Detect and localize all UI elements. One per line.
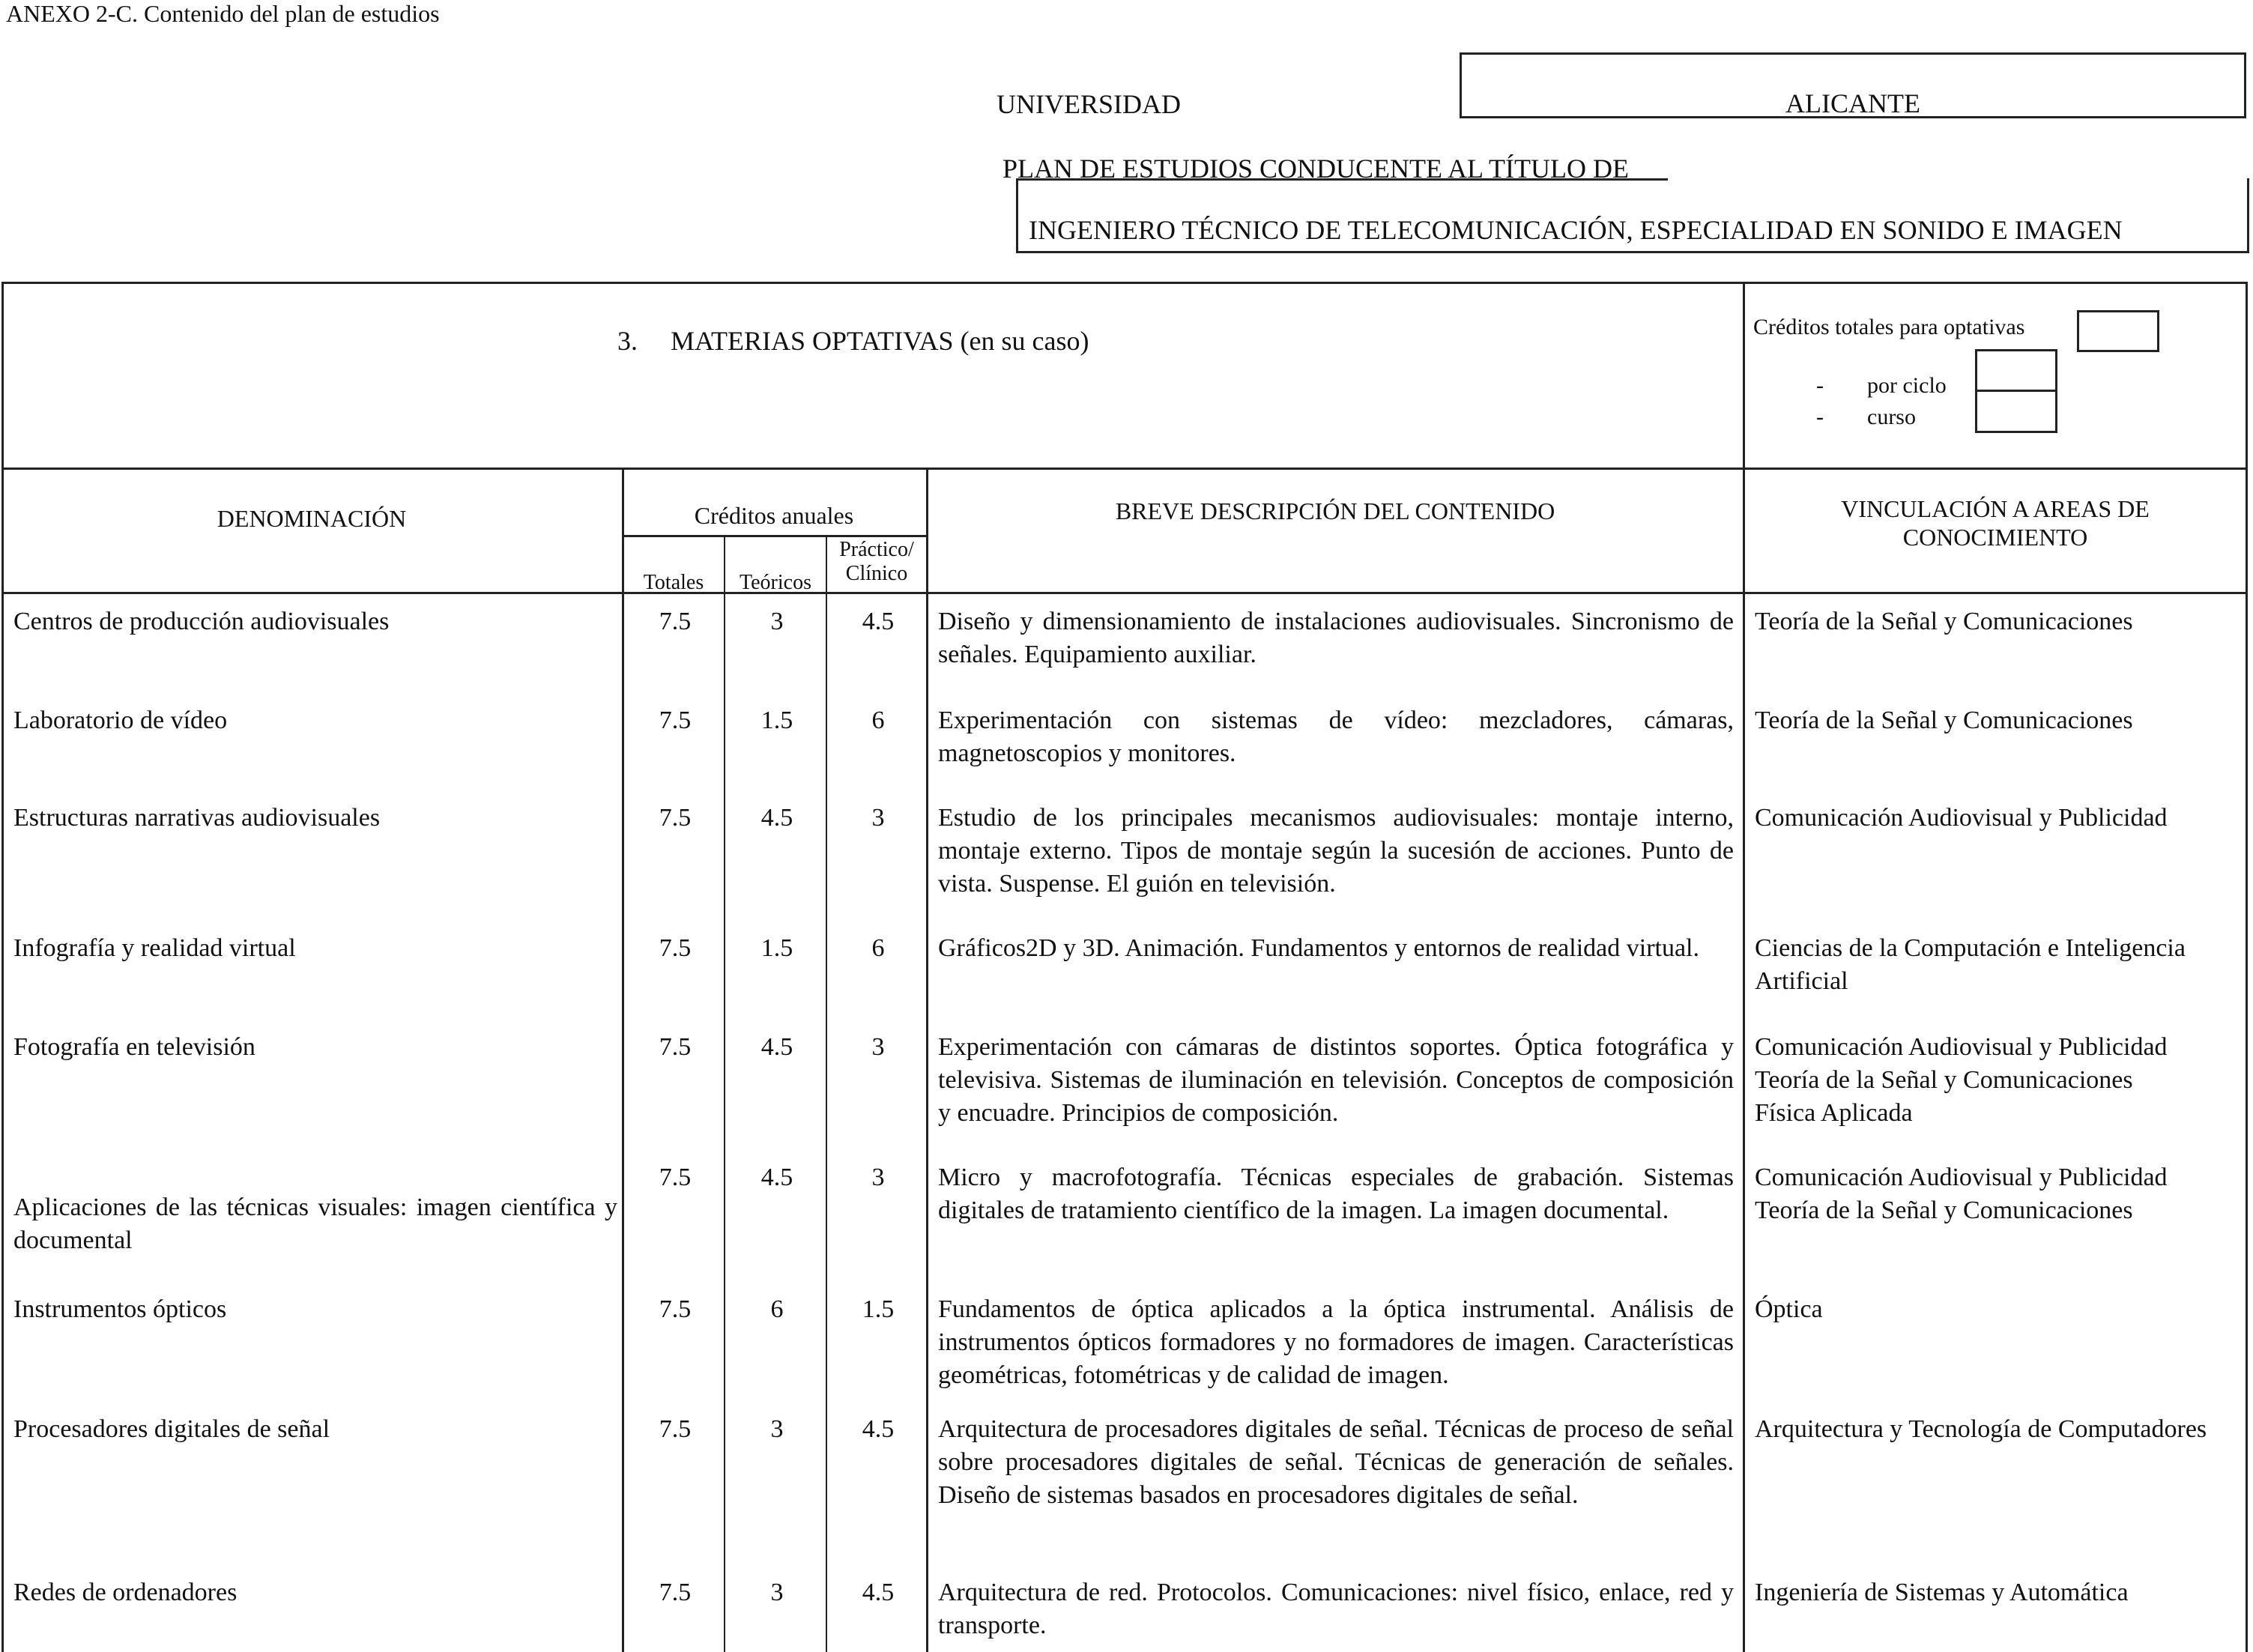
row-teoricos: 3 (770, 608, 784, 635)
row-denominacion: Centros de producción audiovisuales (13, 608, 390, 635)
row-descripcion: Micro y macrofotografía. Técnicas especiales de grabación. Sistemas digitales de tratamiento científico de la imagen. La imagen documental. (938, 1164, 1734, 1224)
column-header-practico (827, 538, 926, 586)
section-title (617, 325, 1089, 357)
degree-title: INGENIERO TÉCNICO DE TELECOMUNICACIÓN, ESPECIALIDAD EN SONIDO E IMAGEN (1029, 215, 2123, 245)
row-vinculacion: Arquitectura y Tecnología de Computadores (1755, 1415, 2207, 1443)
row-vinculacion: Comunicación Audiovisual y Publicidad Teoría de la Señal y Comunicaciones Física Aplicada (1755, 1033, 2168, 1127)
row-descripcion: Fundamentos de óptica aplicados a la óptica instrumental. Análisis de instrumentos ópticos formadores y no formadores de imagen. Características geométricas, fotométricas y de calidad de imagen. (938, 1295, 1734, 1389)
row-descripcion: Arquitectura de red. Protocolos. Comunicaciones: nivel físico, enlace, red y transporte. (938, 1579, 1734, 1639)
row-practicos: 3 (871, 1033, 885, 1061)
row-teoricos: 1.5 (760, 934, 793, 962)
row-denominacion: Infografía y realidad virtual (13, 934, 296, 962)
row-totales: 7.5 (659, 608, 692, 635)
column-header-vinculacion-line1: VINCULACIÓN A AREAS DE (1841, 495, 2150, 522)
column-header-teoricos: Teóricos (739, 571, 811, 594)
row-practicos: 4.5 (862, 1415, 895, 1443)
row-totales: 7.5 (659, 1295, 692, 1323)
row-teoricos: 3 (770, 1579, 784, 1606)
row-practicos: 6 (871, 707, 885, 734)
row-vinculacion: Ciencias de la Computación e Inteligencia Artificial (1755, 934, 2186, 995)
row-descripcion: Experimentación con cámaras de distintos soportes. Óptica fotográfica y televisiva. Sistemas de iluminación en televisión. Conceptos de composición y encuadre. Principios de composición. (938, 1033, 1734, 1127)
row-totales: 7.5 (659, 1415, 692, 1443)
row-totales: 7.5 (659, 1164, 692, 1191)
column-header-vinculacion-line2: CONOCIMIENTO (1902, 524, 2088, 551)
row-teoricos: 4.5 (760, 1033, 793, 1061)
row-practicos: 3 (871, 1164, 885, 1191)
column-divider-areas (1743, 282, 1745, 1652)
row-vinculacion: Teoría de la Señal y Comunicaciones (1755, 608, 2133, 635)
section-name: MATERIAS OPTATIVAS (en su caso) (671, 326, 1089, 356)
row-descripcion: Diseño y dimensionamiento de instalaciones audiovisuales. Sincronismo de señales. Equipamiento auxiliar. (938, 608, 1734, 668)
per-cycle-label: por ciclo (1867, 373, 1947, 398)
bullet: - (1816, 405, 1824, 429)
column-header-vinculacion (1744, 494, 2246, 551)
bullet: - (1816, 373, 1824, 398)
row-denominacion: Laboratorio de vídeo (13, 707, 228, 734)
column-divider-practicos (826, 535, 827, 1652)
row-denominacion: Fotografía en televisión (13, 1033, 255, 1061)
row-vinculacion: Comunicación Audiovisual y Publicidad (1755, 804, 2168, 832)
header-top-border (1, 468, 2248, 470)
column-header-totales: Totales (643, 571, 704, 594)
column-header-practico-line1: Práctico/ (839, 538, 914, 561)
annex-title: ANEXO 2-C. Contenido del plan de estudios (6, 0, 440, 27)
row-descripcion: Experimentación con sistemas de vídeo: mezcladores, cámaras, magnetoscopios y monitores. (938, 707, 1734, 767)
row-practicos: 3 (871, 804, 885, 832)
credits-total-box (2077, 310, 2159, 352)
row-vinculacion: Teoría de la Señal y Comunicaciones (1755, 707, 2133, 734)
row-teoricos: 4.5 (760, 804, 793, 832)
row-practicos: 4.5 (862, 608, 895, 635)
row-teoricos: 1.5 (760, 707, 793, 734)
university-box (1460, 52, 2246, 118)
degree-title-box (1016, 178, 2249, 253)
row-teoricos: 3 (770, 1415, 784, 1443)
row-teoricos: 4.5 (760, 1164, 793, 1191)
row-descripcion: Estudio de los principales mecanismos audiovisuales: montaje interno, montaje externo. Tipos de montaje según la sucesión de acciones. Punto de vista. Suspense. El guión en televisión. (938, 804, 1734, 898)
row-descripcion: Arquitectura de procesadores digitales de señal. Técnicas de proceso de señal sobre procesadores digitales de señal. Técnicas de generación de señales. Diseño de sistemas basados en procesadores digitales de señal. (938, 1415, 1734, 1509)
row-descripcion: Gráficos2D y 3D. Animación. Fundamentos y entornos de realidad virtual. (938, 934, 1699, 962)
credits-subheader-border (622, 535, 926, 537)
row-totales: 7.5 (659, 934, 692, 962)
row-denominacion: Estructuras narrativas audiovisuales (13, 804, 381, 832)
box-divider (1975, 390, 2057, 392)
row-practicos: 1.5 (862, 1295, 895, 1323)
row-totales: 7.5 (659, 707, 692, 734)
section-number: 3. (617, 326, 638, 356)
row-denominacion: Instrumentos ópticos (13, 1295, 227, 1323)
column-header-practico-line2: Clínico (845, 562, 908, 585)
university-label: UNIVERSIDAD (997, 89, 1181, 119)
row-practicos: 4.5 (862, 1579, 895, 1606)
credits-total-label: Créditos totales para optativas (1753, 315, 2025, 339)
plan-label: PLAN DE ESTUDIOS CONDUCENTE AL TÍTULO DE (1002, 154, 1629, 184)
column-header-denominacion: DENOMINACIÓN (217, 505, 407, 532)
row-vinculacion: Ingeniería de Sistemas y Automática (1755, 1579, 2129, 1606)
row-vinculacion: Óptica (1755, 1295, 1823, 1323)
row-denominacion: Aplicaciones de las técnicas visuales: imagen científica y documental (13, 1193, 617, 1254)
column-header-descripcion: BREVE DESCRIPCIÓN DEL CONTENIDO (1115, 497, 1555, 524)
column-header-creditos: Créditos anuales (694, 502, 854, 529)
row-totales: 7.5 (659, 1579, 692, 1606)
header-bottom-border (1, 592, 2248, 594)
row-practicos: 6 (871, 934, 885, 962)
row-denominacion: Procesadores digitales de señal (13, 1415, 330, 1443)
column-divider-teoricos (724, 535, 725, 1652)
row-teoricos: 6 (770, 1295, 784, 1323)
row-totales: 7.5 (659, 804, 692, 832)
column-divider-credits (622, 468, 624, 1652)
per-course-label: curso (1867, 405, 1916, 429)
row-vinculacion: Comunicación Audiovisual y Publicidad Teoría de la Señal y Comunicaciones (1755, 1164, 2168, 1224)
row-totales: 7.5 (659, 1033, 692, 1061)
university-value: ALICANTE (1785, 88, 1920, 118)
row-denominacion: Redes de ordenadores (13, 1579, 238, 1606)
